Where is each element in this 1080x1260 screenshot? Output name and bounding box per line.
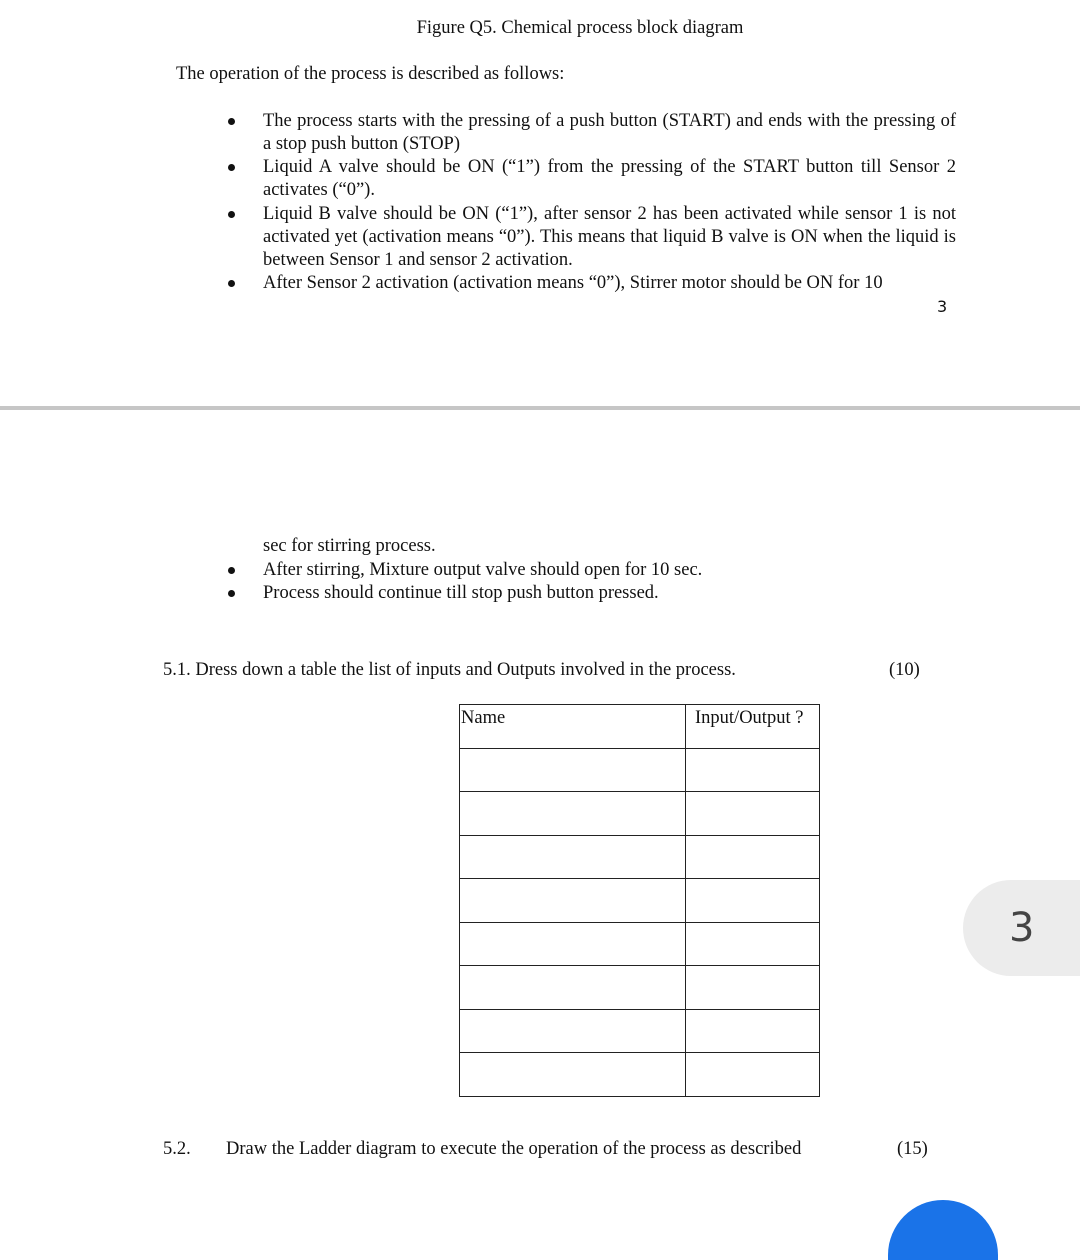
table-cell xyxy=(686,1053,820,1097)
table-cell xyxy=(686,748,820,792)
table-row xyxy=(460,966,820,1010)
question-5-1: 5.1. Dress down a table the list of inputs and Outputs involved in the process. xyxy=(163,660,736,680)
table-cell xyxy=(460,835,686,879)
list-item-text: The process starts with the pressing of a push button (START) and ends with the pressing of a stop push button (STOP) xyxy=(263,111,956,154)
list-item-text: Process should continue till stop push button pressed. xyxy=(263,583,659,603)
table-cell xyxy=(686,922,820,966)
list-item-text: After Sensor 2 activation (activation means “0”), Stirrer motor should be ON for 10 xyxy=(263,273,883,293)
floating-action-button[interactable] xyxy=(888,1200,998,1260)
bullet-icon xyxy=(228,211,235,218)
question-5-2: Draw the Ladder diagram to execute the operation of the process as described xyxy=(226,1139,802,1159)
intro-text: The operation of the process is described as follows: xyxy=(176,64,565,84)
table-cell xyxy=(460,879,686,923)
continuation-text: sec for stirring process. xyxy=(263,536,436,556)
table-cell xyxy=(460,1053,686,1097)
table-row xyxy=(460,1053,820,1097)
column-header-io: Input/Output ? xyxy=(686,705,820,749)
table-cell xyxy=(460,922,686,966)
table-cell xyxy=(460,1009,686,1053)
table-row xyxy=(460,748,820,792)
list-item xyxy=(226,156,956,202)
table-row xyxy=(460,922,820,966)
io-table xyxy=(459,704,820,1097)
list-item xyxy=(226,272,956,295)
table-cell xyxy=(686,966,820,1010)
list-item xyxy=(226,582,956,605)
bullet-icon xyxy=(228,164,235,171)
table-row xyxy=(460,792,820,836)
bullet-icon xyxy=(228,280,235,287)
list-item-text: Liquid A valve should be ON (“1”) from the pressing of the START button till Sensor 2 activates (“0”). xyxy=(263,157,956,200)
list-item-text: Liquid B valve should be ON (“1”), after sensor 2 has been activated while sensor 1 is not activated yet (activation means “0”). This means that liquid B valve is ON when the liquid is between Sensor 1 and sensor 2 activation. xyxy=(263,204,956,270)
list-item xyxy=(226,203,956,272)
list-item xyxy=(226,110,956,156)
bullet-icon xyxy=(228,590,235,597)
list-item-text: After stirring, Mixture output valve should open for 10 sec. xyxy=(263,560,703,580)
requirements-list xyxy=(226,110,956,295)
column-header-name: Name xyxy=(460,705,686,749)
table-cell xyxy=(460,748,686,792)
table-header-row xyxy=(460,705,820,749)
table-cell xyxy=(460,966,686,1010)
table-row xyxy=(460,1009,820,1053)
question-5-2-number: 5.2. xyxy=(163,1139,191,1159)
bullet-icon xyxy=(228,567,235,574)
list-item xyxy=(226,559,956,582)
table-cell xyxy=(460,792,686,836)
question-5-1-marks: (10) xyxy=(889,660,920,680)
table-row xyxy=(460,879,820,923)
question-5-2-marks: (15) xyxy=(897,1139,928,1159)
requirements-list-continued xyxy=(226,559,956,605)
figure-caption: Figure Q5. Chemical process block diagram xyxy=(416,18,744,38)
table-cell xyxy=(686,1009,820,1053)
table-cell xyxy=(686,879,820,923)
bullet-icon xyxy=(228,118,235,125)
page-indicator-number: 3 xyxy=(1009,905,1035,951)
page-indicator-badge[interactable] xyxy=(963,880,1080,976)
table-cell xyxy=(686,792,820,836)
table-cell xyxy=(686,835,820,879)
page-number: 3 xyxy=(937,297,948,316)
table-row xyxy=(460,835,820,879)
page-divider xyxy=(0,406,1080,410)
